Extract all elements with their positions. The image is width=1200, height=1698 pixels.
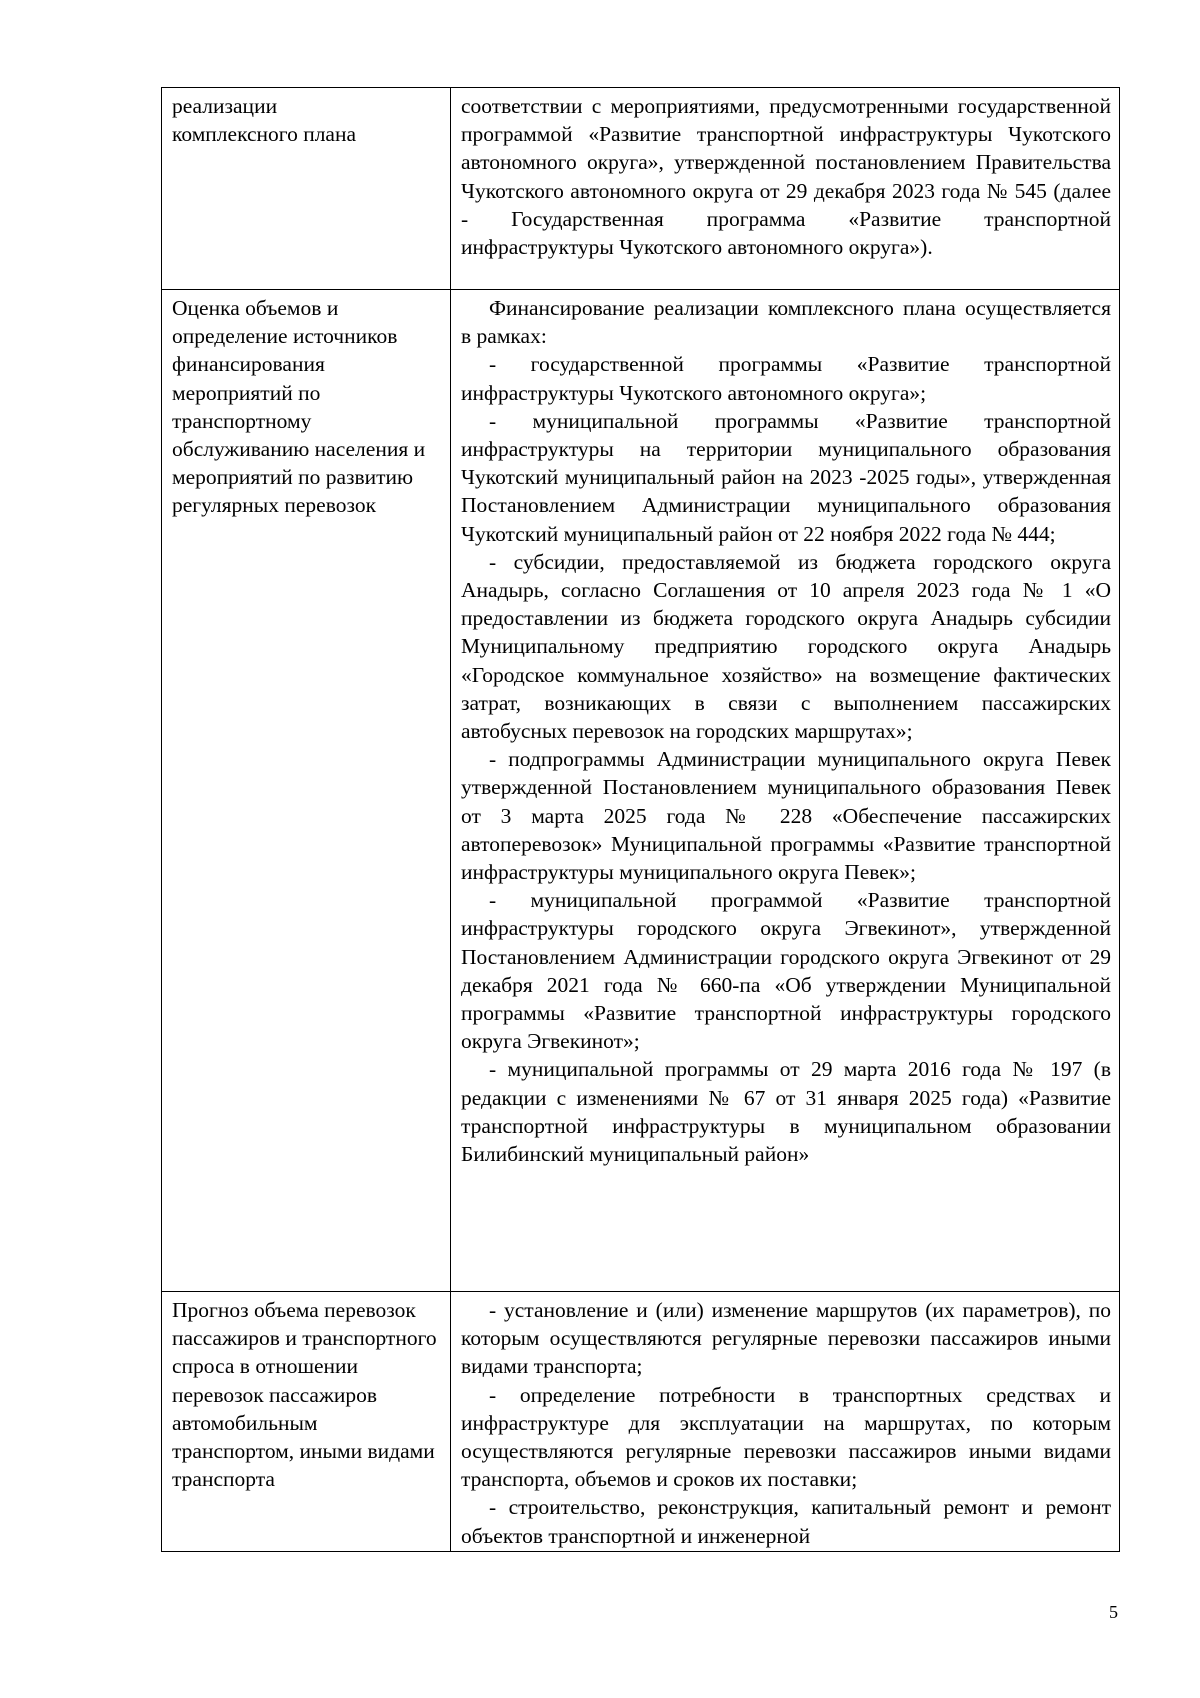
row-heading-cell [162, 1292, 451, 1552]
paragraph: - установление и (или) изменение маршрутов (их параметров), по которым осуществляются регулярные перевозки пассажиров иными видами транспорта; [461, 1298, 1111, 1379]
row-heading-cell [162, 290, 451, 1292]
row-heading: Прогноз объема перевозок пассажиров и транспортного спроса в отношении перевозок пассажиров автомобильным транспортом, иными видами транспорта [172, 1298, 437, 1492]
paragraph: соответствии с мероприятиями, предусмотренными государственной программой «Развитие транспортной инфраструктуры Чукотского автономного округа», утвержденной постановлением Правительства Чукотского автономного округа от 29 декабря 2023 года № 545 (далее - Государственная программа «Развитие транспортной инфраструктуры Чукотского автономного округа»). [461, 94, 1111, 260]
paragraph: - строительство, реконструкция, капитальный ремонт и ремонт объектов транспортной и инженерной [461, 1495, 1111, 1548]
table-row [162, 290, 1120, 1292]
row-content-cell [451, 88, 1120, 290]
row-heading-cell [162, 88, 451, 290]
paragraph: - определение потребности в транспортных средствах и инфраструктуре для эксплуатации на маршрутах, по которым осуществляются регулярные перевозки пассажиров иными видами транспорта, объемов и сроков их поставки; [461, 1382, 1111, 1492]
paragraph: - муниципальной программы «Развитие транспортной инфраструктуры на территории муниципального образования Чукотский муниципальный район на 2023 -2025 годы», утвержденная Постановлением Администрации муниципального образования Чукотский муниципальный район от 22 ноября 2022 года № 444; [461, 408, 1111, 546]
table-row [162, 88, 1120, 290]
paragraph: - муниципальной программы от 29 марта 2016 года № 197 (в редакции с изменениями № 67 от 31 января 2025 года) «Развитие транспортной инфраструктуры в муниципальном образовании Билибинский муниципальный район» [461, 1057, 1111, 1167]
paragraph: - подпрограммы Администрации муниципального округа Певек утвержденной Постановлением муниципального образования Певек от 3 марта 2025 года № 228 «Обеспечение пассажирских автоперевозок» Муниципальной программы «Развитие транспортной инфраструктуры муниципального округа Певек»; [461, 747, 1111, 885]
row-heading: Оценка объемов и определение источников финансирования мероприятий по транспортному обслуживанию населения и мероприятий по развитию регулярных перевозок [172, 296, 426, 518]
paragraph: - субсидии, предоставляемой из бюджета городского округа Анадырь, согласно Соглашения от 10 апреля 2023 года № 1 «О предоставлении из бюджета городского округа Анадырь субсидии Муниципальному предприятию городского округа Анадырь «Городское коммунальное хозяйство» на возмещение фактических затрат, возникающих в связи с выполнением пассажирских автобусных перевозок на городских маршрутах»; [461, 549, 1111, 744]
row-content-cell [451, 290, 1120, 1292]
page-number: 5 [1109, 1602, 1118, 1622]
paragraph: - государственной программы «Развитие транспортной инфраструктуры Чукотского автономного округа»; [461, 352, 1111, 405]
paragraph: - муниципальной программой «Развитие транспортной инфраструктуры городского округа Эгвекинот», утвержденной Постановлением Администрации городского округа Эгвекинот от 29 декабря 2021 года № 660-па «Об утверждении Муниципальной программы «Развитие транспортной инфраструктуры городского округа Эгвекинот»; [461, 888, 1111, 1054]
row-content-cell [451, 1292, 1120, 1552]
program-table [161, 87, 1120, 1552]
paragraph: Финансирование реализации комплексного плана осуществляется в рамках: [461, 296, 1111, 349]
table-row [162, 1292, 1120, 1552]
row-heading: реализации комплексного плана [172, 94, 357, 147]
